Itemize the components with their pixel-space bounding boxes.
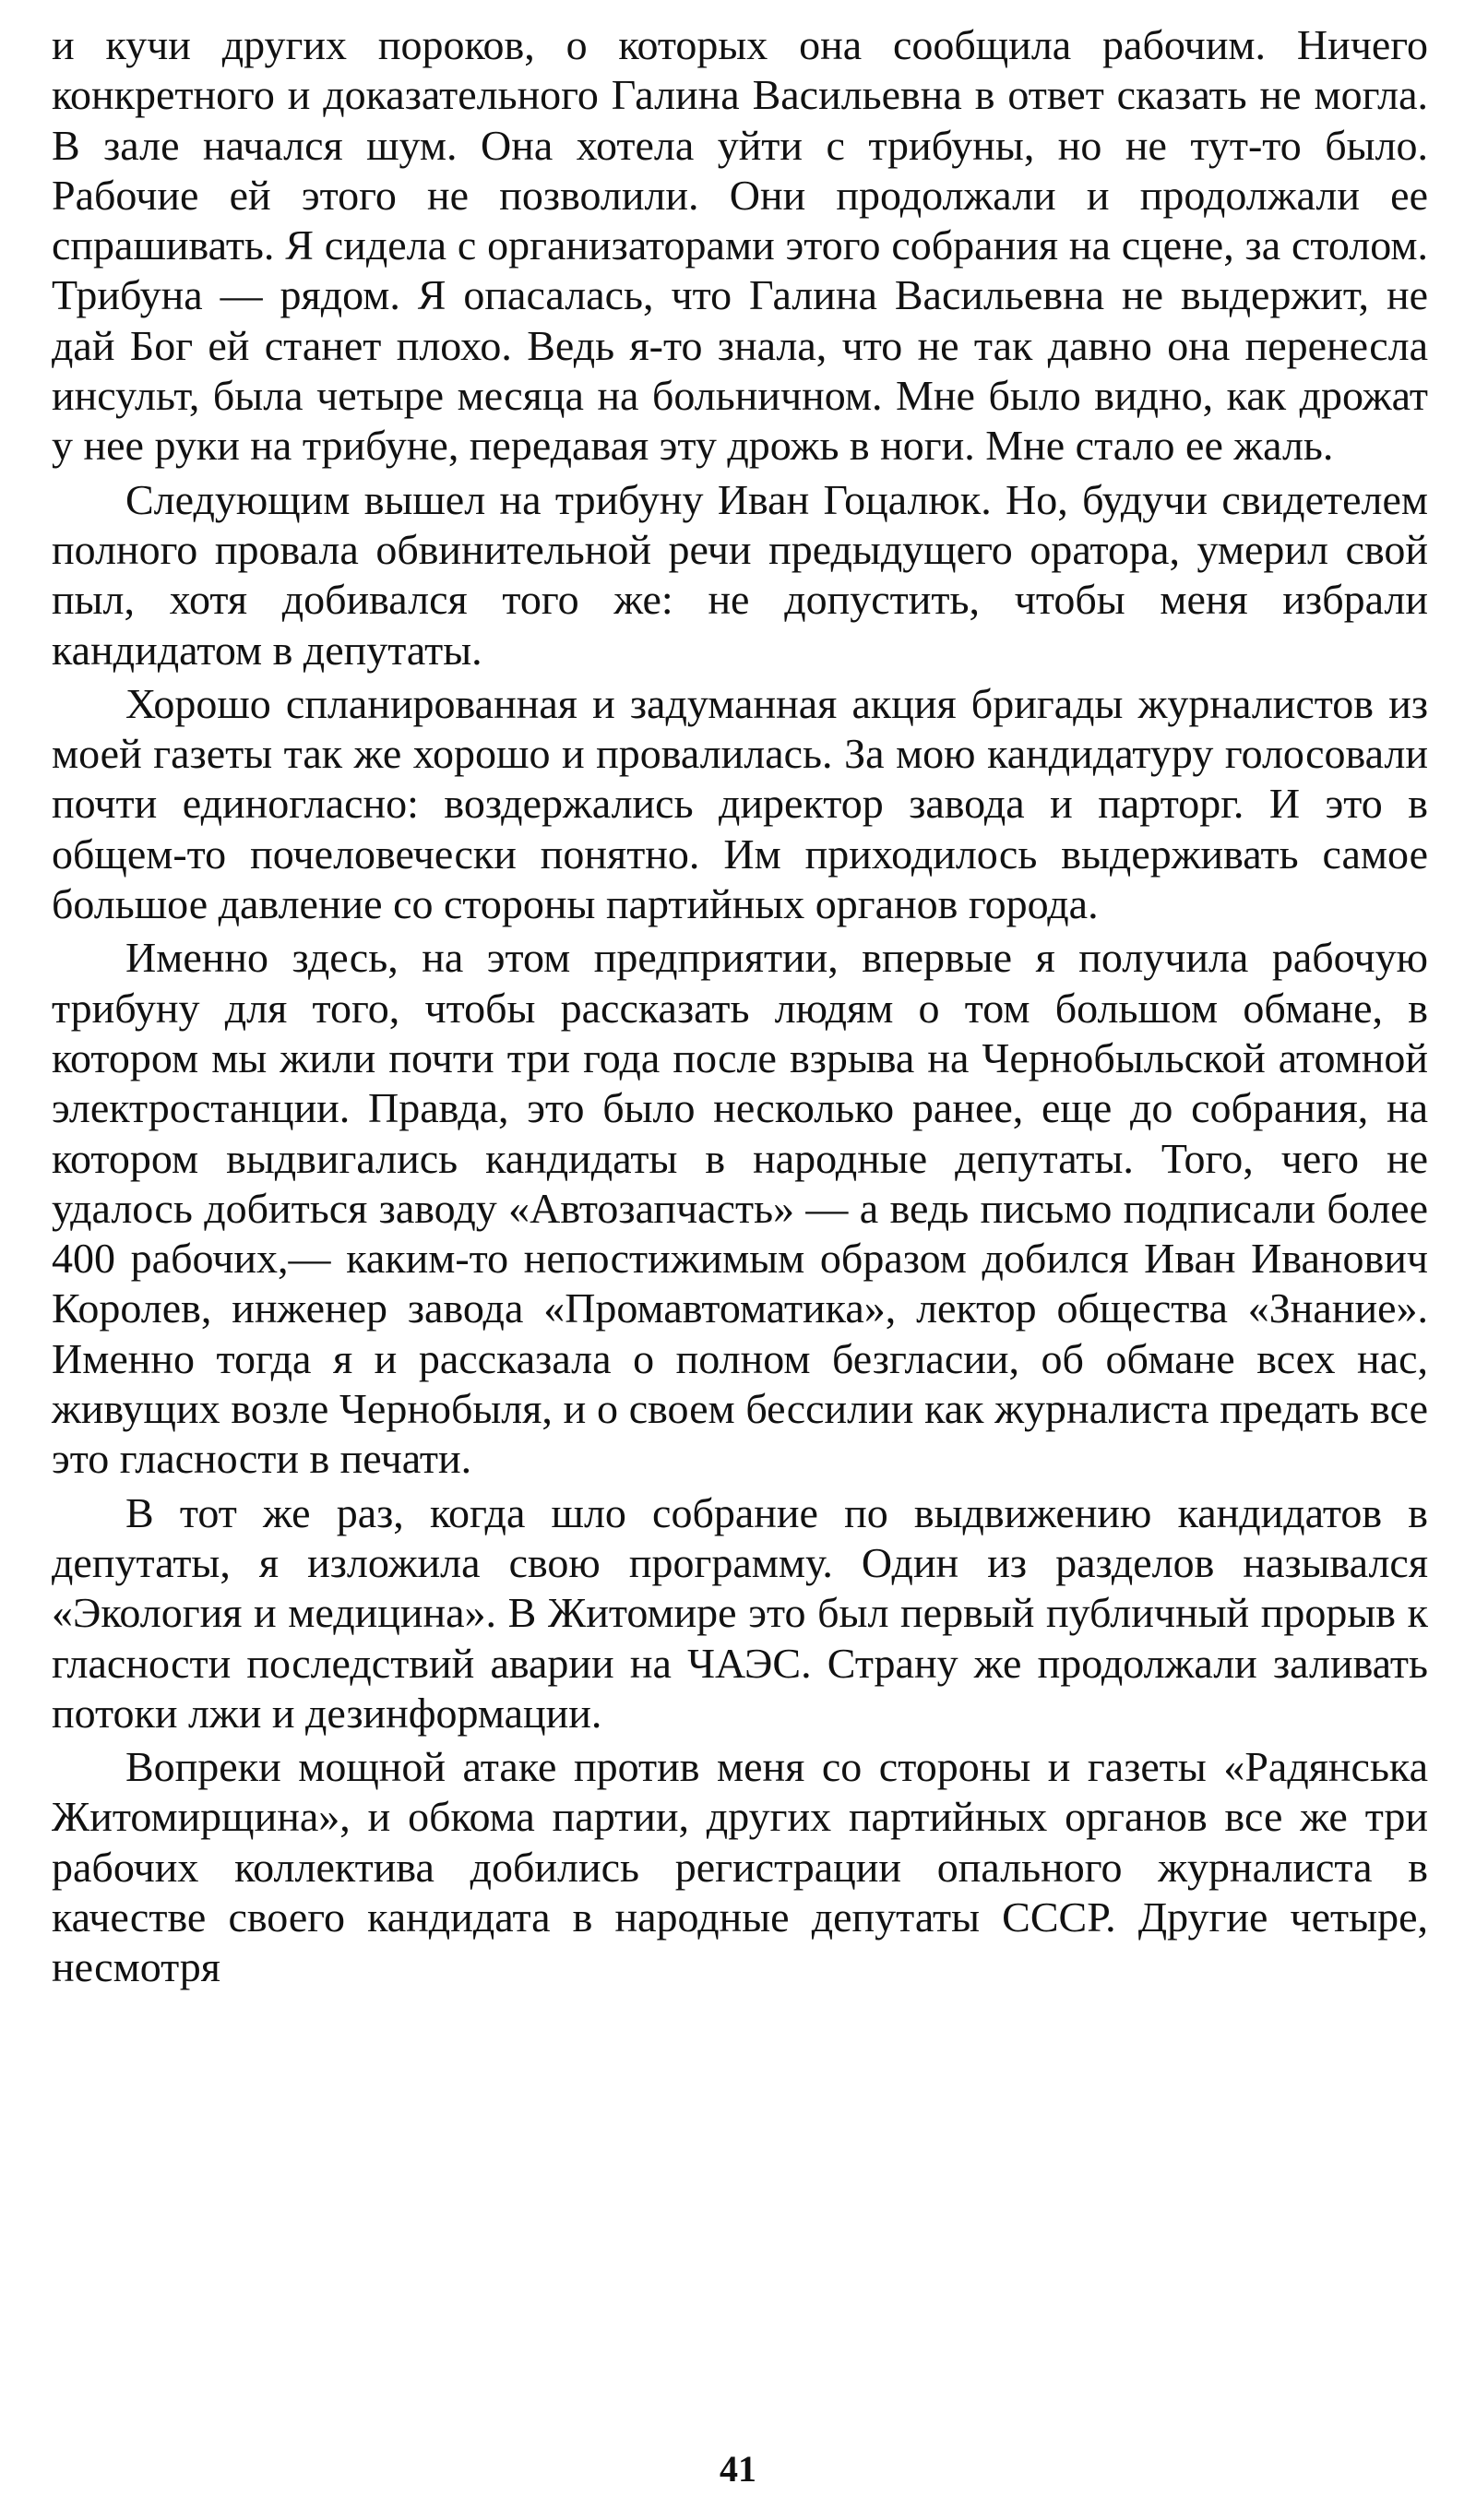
paragraph-continuation: и кучи других пороков, о которых она сообщила рабочим. Ничего конкретного и доказательного Галина Васильевна в ответ сказать не могла. В зале начался шум. Она хотела уйти с трибуны, но не тут-то было. Рабочие ей этого не позволили. Они продолжали и продолжали ее спрашивать. Я сидела с организаторами этого собрания на сцене, за столом. Трибуна — рядом. Я опасалась, что Галина Васильевна не выдержит, не дай Бог ей станет плохо. Ведь я-то знала, что не так давно она перенесла инсульт, была четыре месяца на больничном. Мне было видно, как дрожат у нее руки на трибуне, передавая эту дрожь в ноги. Мне стало ее жаль. [52, 21, 1428, 470]
paragraph: Хорошо спланированная и задуманная акция бригады журналистов из моей газеты так же хорошо и провалилась. За мою кандидатуру голосовали почти единогласно: воздержались директор завода и парторг. И это в общем-то почеловечески понятно. Им приходилось выдерживать самое большое давление со стороны партийных органов города. [52, 679, 1428, 928]
paragraph: Следующим вышел на трибуну Иван Гоцалюк. Но, будучи свидетелем полного провала обвинительной речи предыдущего оратора, умерил свой пыл, хотя добивался того же: не допустить, чтобы меня избрали кандидатом в депутаты. [52, 475, 1428, 674]
paragraph: Именно здесь, на этом предприятии, впервые я получила рабочую трибуну для того, чтобы рассказать людям о том большом обмане, в котором мы жили почти три года после взрыва на Чернобыльской атомной электростанции. Правда, это было несколько ранее, еще до собрания, на котором выдвигались кандидаты в народные депутаты. Того, чего не удалось добиться заводу «Автозапчасть» — а ведь письмо подписали более 400 рабочих,— каким-то непостижимым образом добился Иван Иванович Королев, инженер завода «Промавтоматика», лектор общества «Знание». Именно тогда я и рассказала о полном безгласии, об обмане всех нас, живущих возле Чернобыля, и о своем бессилии как журналиста предать все это гласности в печати. [52, 934, 1428, 1483]
paragraph: Вопреки мощной атаке против меня со стороны и газеты «Радянська Житомирщина», и обкома партии, других партийных органов все же три рабочих коллектива добились регистрации опального журналиста в качестве своего кандидата в народные депутаты СССР. Другие четыре, несмотря [52, 1743, 1428, 1991]
page-number: 41 [720, 2448, 756, 2490]
paragraph: В тот же раз, когда шло собрание по выдвижению кандидатов в депутаты, я изложила свою программу. Один из разделов назывался «Экология и медицина». В Житомире это был первый публичный прорыв к гласности последствий аварии на ЧАЭС. Страну же продолжали заливать потоки лжи и дезинформации. [52, 1488, 1428, 1737]
body-text [52, 20, 1428, 1997]
